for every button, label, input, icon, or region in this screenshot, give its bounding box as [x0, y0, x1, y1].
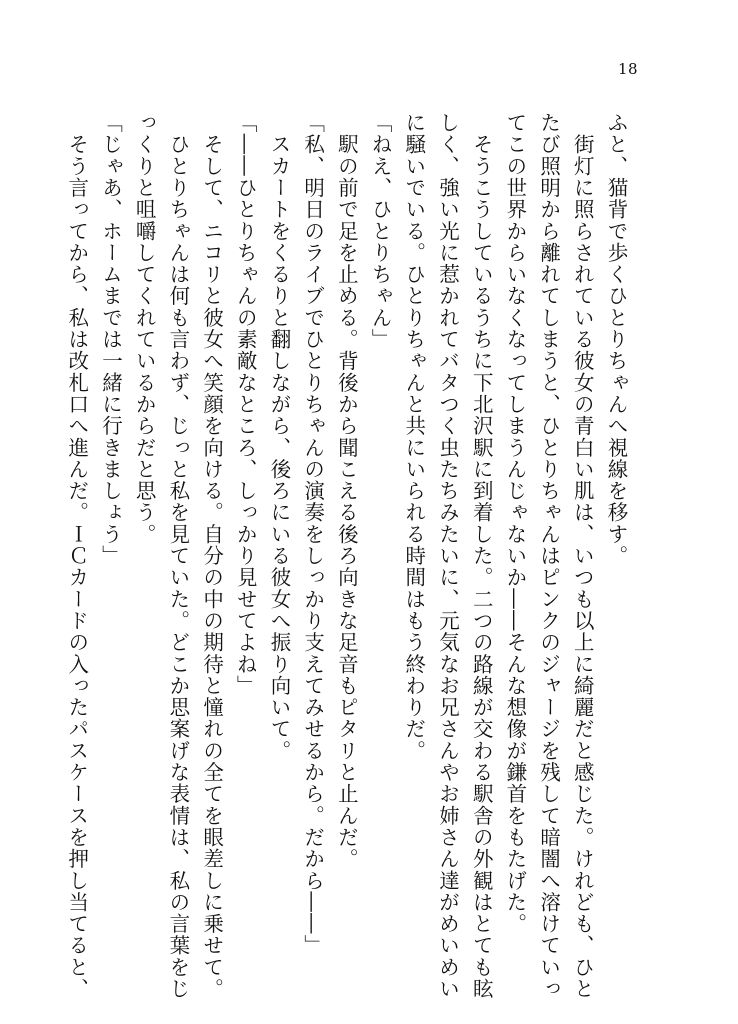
- text-line: しく、強い光に惹かれてバタつく虫たちみたいに、元気なお兄さんやお姉さん達がめいめい: [435, 112, 460, 1000]
- text-line: そして、ニコリと彼女へ笑顔を向ける。自分の中の期待と憧れの全てを眼差しに乗せて。: [199, 112, 224, 1000]
- text-line: スカートをくるりと翻しながら、後ろにいる彼女へ振り向いて。: [266, 112, 291, 762]
- text-line: っくりと咀嚼してくれているからだと思う。: [132, 112, 157, 545]
- text-line: ふと、猫背で歩くひとりちゃんへ視線を移す。: [604, 112, 628, 567]
- text-line: 「ねえ、ひとりちゃん」: [368, 112, 393, 351]
- text-line: 街灯に照らされている彼女の青白い肌は、いつも以上に綺麗だと感じた。けれども、ひと: [570, 112, 595, 1000]
- text-line: 「私、明日のライブでひとりちゃんの演奏をしっかり支えてみせるから。だから――」: [300, 112, 325, 957]
- text-line: たび照明から離れてしまうと、ひとりちゃんはピンクのジャージを残して暗闇へ溶けていっ: [536, 112, 561, 1000]
- text-line: 「――ひとりちゃんの素敵なところ、しっかり見せてよね」: [233, 112, 258, 697]
- page-number: 18: [618, 60, 639, 78]
- text-line: てこの世界からいなくなってしまうんじゃないか――そんな想像が鎌首をもたげた。: [502, 112, 527, 935]
- text-line: 「じゃあ、ホームまでは一緒に行きましょう」: [98, 112, 123, 567]
- body-text: [59, 112, 632, 1000]
- text-line: ひとりちゃんは何も言わず、じっと私を見ていた。どこか思案げな表情は、私の言葉をじ: [165, 112, 190, 1000]
- text-line: 駅の前で足を止める。背後から聞こえる後ろ向きな足音もピタリと止んだ。: [334, 112, 359, 870]
- text-line: に騒いでいる。ひとりちゃんと共にいられる時間はもう終わりだ。: [401, 112, 426, 762]
- text-line: そう言ってから、私は改札口へ進んだ。ＩＣカードの入ったパスケースを押し当てると、: [64, 112, 89, 1000]
- text-line: そうこうしているうちに下北沢駅に到着した。二つの路線が交わる駅舎の外観はとても眩: [469, 112, 494, 1000]
